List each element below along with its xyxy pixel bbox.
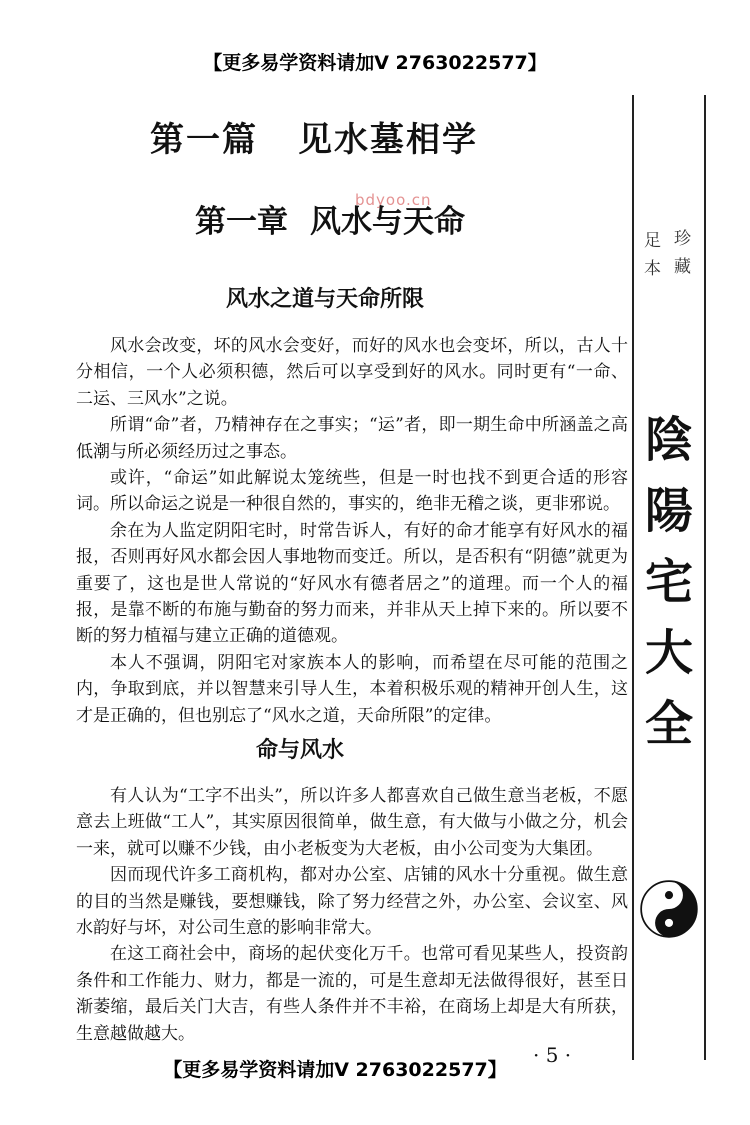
paragraph: 余在为人监定阴阳宅时，时常告诉人，有好的命才能享有好风水的福报，否则再好风水都会因人事地物而变迁。所以，是否积有“阴德”就更为重要了，这也是世人常说的“好风水有德者居之”的道理。而一个人的福报，是靠不断的布施与勤奋的努力而来，并非从天上掉下来的。所以要不断的努力植福与建立正确的道德观。: [76, 520, 628, 647]
title-char: 宅: [644, 554, 693, 610]
part-number: 第一篇: [150, 120, 258, 160]
page-number: · 5 ·: [533, 1043, 572, 1067]
seal-char: 足: [644, 231, 661, 251]
chapter-name: 风水与天命: [310, 204, 465, 240]
seal-char: 本: [644, 259, 661, 279]
chapter-title: [195, 196, 465, 241]
watermark: bdyoo.cn: [355, 191, 432, 209]
side-rule-left: [632, 95, 634, 1060]
promo-banner-top: 【更多易学资料请加V 2763022577】: [203, 52, 547, 74]
paragraph: 因而现代许多工商机构，都对办公室、店铺的风水十分重视。做生意的目的当然是赚钱，要想赚钱，除了努力经营之外，办公室、会议室、风水韵好与坏，对公司生意的影响非常大。: [76, 865, 628, 939]
seal-char: 珍: [674, 229, 691, 249]
chapter-number: 第一章: [195, 204, 288, 240]
title-char: 陰: [644, 412, 693, 468]
paragraph: 或许，“命运”如此解说太笼统些，但是一时也找不到更合适的形容词。所以命运之说是一种很自然的，事实的，绝非无稽之谈，更非邪说。: [76, 468, 628, 515]
section-title: 风水之道与天命所限: [225, 287, 424, 312]
seal-char: 藏: [674, 257, 691, 277]
title-char: 全: [644, 696, 693, 752]
title-char: 大: [644, 625, 693, 681]
yin-yang-icon: [640, 880, 698, 938]
promo-banner-bottom: 【更多易学资料请加V 2763022577】: [163, 1059, 507, 1081]
collection-seal: [636, 222, 702, 292]
paragraph: 在这工商社会中，商场的起伏变化万千。也常可看见某些人，投资韵条件和工作能力、财力，都是一流的，可是生意却无法做得很好，甚至日渐萎缩，最后关门大吉，有些人条件并不丰裕，在商场上却是大有所获，生意越做越大。: [76, 944, 628, 1044]
section-title: 命与风水: [255, 738, 344, 763]
part-name: 见水墓相学: [298, 120, 478, 160]
paragraph: 风水会改变，坏的风水会变好，而好的风水也会变坏，所以，古人十分相信，一个人必须积德，然后可以享受到好的风水。同时更有“一命、二运、三风水”之说。: [76, 336, 628, 409]
side-rule-right: [704, 95, 706, 1060]
paragraph: 有人认为“工字不出头”，所以许多人都喜欢自己做生意当老板，不愿意去上班做“工人”，其实原因很简单，做生意，有大做与小做之分，机会一来，就可以赚不少钱，由小老板变为大老板，由小公司变为大集团。: [76, 786, 628, 859]
title-char: 陽: [644, 483, 693, 539]
section-body: [76, 333, 628, 729]
paragraph: 本人不强调，阴阳宅对家族本人的影响，而希望在尽可能的范围之内，争取到底，并以智慧来引导人生，本着积极乐观的精神开创人生，这才是正确的，但也别忘了“风水之道，天命所限”的定律。: [76, 652, 628, 726]
section-body: [76, 783, 628, 1047]
paragraph: 所谓“命”者，乃精神存在之事实；“运”者，即一期生命中所涵盖之高低潮与所必须经历过之事态。: [76, 415, 628, 462]
part-title: [150, 112, 478, 161]
book-title-vertical: [636, 405, 702, 760]
